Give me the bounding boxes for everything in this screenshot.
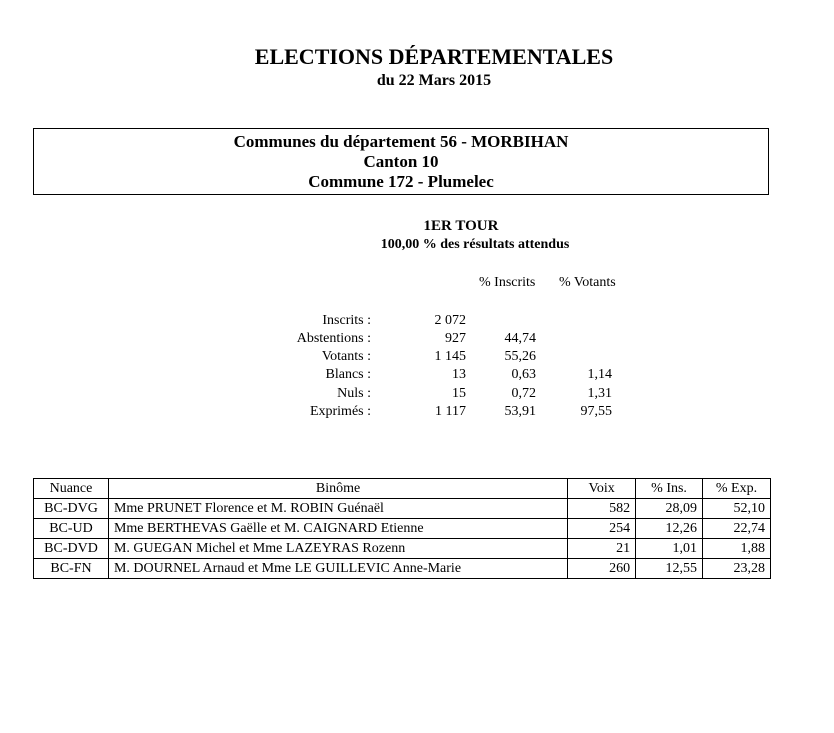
cell-pct-exp: 23,28 [703, 559, 771, 579]
cell-pct-exp: 22,74 [703, 519, 771, 539]
cell-voix: 260 [568, 559, 636, 579]
header-pct-exp: % Exp. [703, 479, 771, 499]
header-nuance: Nuance [34, 479, 109, 499]
department-line: Communes du département 56 - MORBIHAN [233, 132, 569, 151]
stat-value: 1 117 [435, 404, 466, 419]
round-label: 1ER TOUR [423, 218, 499, 234]
document-date: du 22 Mars 2015 [376, 72, 492, 89]
cell-voix: 21 [568, 539, 636, 559]
canton-line: Canton 10 [363, 152, 439, 171]
stat-pct-inscrits: 53,91 [504, 404, 536, 419]
table-row [34, 559, 771, 579]
table-row [34, 519, 771, 539]
stat-value: 927 [445, 331, 466, 346]
cell-binome: M. DOURNEL Arnaud et Mme LE GUILLEVIC Anne-Marie [108, 559, 567, 579]
header-voix: Voix [568, 479, 636, 499]
cell-nuance: BC-DVD [34, 539, 109, 559]
stat-pct-votants: 97,55 [580, 404, 612, 419]
results-table [33, 478, 771, 579]
cell-pct-ins: 28,09 [636, 499, 703, 519]
stat-label: Nuls : [337, 386, 371, 401]
col-header-pct-votants: % Votants [559, 275, 616, 290]
cell-pct-ins: 1,01 [636, 539, 703, 559]
cell-binome: Mme PRUNET Florence et M. ROBIN Guénaël [108, 499, 567, 519]
header-binome: Binôme [108, 479, 567, 499]
stat-value: 15 [452, 386, 466, 401]
stat-label: Inscrits : [322, 313, 371, 328]
stat-label: Exprimés : [309, 404, 371, 419]
header-pct-ins: % Ins. [636, 479, 703, 499]
table-header-row [34, 479, 771, 499]
stat-label: Blancs : [325, 367, 371, 382]
stat-pct-inscrits: 55,26 [504, 349, 536, 364]
stat-pct-votants: 1,31 [587, 386, 612, 401]
cell-voix: 582 [568, 499, 636, 519]
cell-pct-ins: 12,26 [636, 519, 703, 539]
stat-pct-inscrits: 44,74 [504, 331, 536, 346]
stat-value: 1 145 [434, 349, 466, 364]
col-header-pct-inscrits: % Inscrits [479, 275, 536, 290]
stat-pct-inscrits: 0,63 [511, 367, 536, 382]
cell-pct-exp: 52,10 [703, 499, 771, 519]
stat-label: Votants : [321, 349, 371, 364]
cell-binome: Mme BERTHEVAS Gaëlle et M. CAIGNARD Etienne [108, 519, 567, 539]
cell-nuance: BC-UD [34, 519, 109, 539]
cell-pct-exp: 1,88 [703, 539, 771, 559]
cell-binome: M. GUEGAN Michel et Mme LAZEYRAS Rozenn [108, 539, 567, 559]
cell-nuance: BC-DVG [34, 499, 109, 519]
stat-pct-votants: 1,14 [587, 367, 612, 382]
cell-pct-ins: 12,55 [636, 559, 703, 579]
stat-pct-inscrits: 0,72 [511, 386, 536, 401]
location-box [33, 128, 769, 195]
document-title: ELECTIONS DÉPARTEMENTALES [254, 44, 614, 69]
table-row [34, 499, 771, 519]
stat-value: 2 072 [434, 313, 466, 328]
commune-line: Commune 172 - Plumelec [308, 172, 494, 191]
stat-label: Abstentions : [296, 331, 371, 346]
cell-voix: 254 [568, 519, 636, 539]
table-row [34, 539, 771, 559]
cell-nuance: BC-FN [34, 559, 109, 579]
results-progress: 100,00 % des résultats attendus [380, 237, 570, 252]
stat-value: 13 [452, 367, 466, 382]
